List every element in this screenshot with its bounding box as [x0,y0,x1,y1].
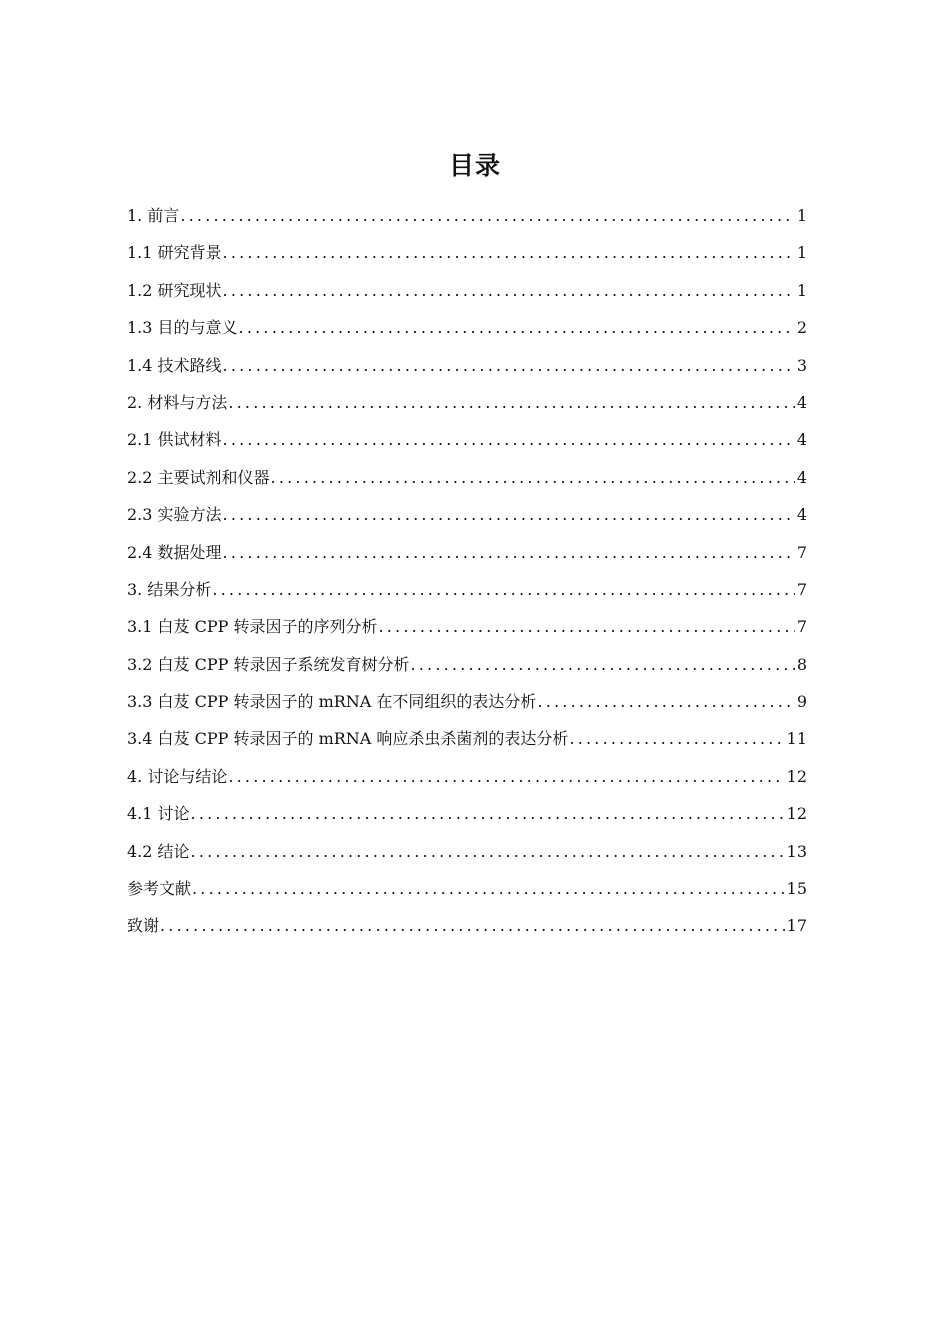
toc-dot-leader [222,534,795,571]
toc-entry-page: 4 [796,430,807,450]
toc-dot-leader [222,496,795,533]
toc-entry-label: 1.1 研究背景 [127,243,222,263]
toc-entry[interactable] [127,646,807,683]
toc-entry[interactable] [127,608,807,645]
toc-entry-label: 2.3 实验方法 [127,505,222,525]
toc-entry-label: 3.1 白芨 CPP 转录因子的序列分析 [127,617,378,637]
toc-entry-page: 4 [796,392,807,412]
toc-dot-leader [190,833,785,870]
toc-dot-leader [227,758,784,795]
toc-entry[interactable] [127,571,807,608]
toc-entry[interactable] [127,384,807,421]
toc-entry-label: 1.3 目的与意义 [127,318,238,338]
toc-entry-label: 4.1 讨论 [127,804,190,824]
toc-dot-leader [270,459,795,496]
toc-entry-page: 12 [786,766,807,786]
toc-entry-label: 3.4 白芨 CPP 转录因子的 mRNA 响应杀虫杀菌剂的表达分析 [127,729,569,749]
toc-dot-leader [238,309,795,346]
toc-entry[interactable] [127,720,807,757]
toc-entry-page: 4 [796,467,807,487]
toc-dot-leader [227,384,794,421]
toc-entry-label: 2.4 数据处理 [127,542,222,562]
toc-entry[interactable] [127,234,807,271]
toc-entry-label: 1.4 技术路线 [127,355,222,375]
toc-entry[interactable] [127,833,807,870]
toc-entry-page: 2 [796,318,807,338]
toc-entry-label: 3.2 白芨 CPP 转录因子系统发育树分析 [127,654,410,674]
toc-entry-page: 1 [796,243,807,263]
toc-entry-page: 8 [796,654,807,674]
toc-entry-page: 7 [796,617,807,637]
toc-title: 目录 [448,151,501,180]
toc-entry-label: 2.1 供试材料 [127,430,222,450]
toc-entry[interactable] [127,309,807,346]
toc-dot-leader [222,234,795,271]
toc-entry[interactable] [127,197,807,234]
toc-dot-leader [191,870,785,907]
toc-dot-leader [190,795,785,832]
toc-entry-page: 12 [786,804,807,824]
toc-entry[interactable] [127,534,807,571]
toc-entry[interactable] [127,907,807,944]
toc-entry-label: 1.2 研究现状 [127,280,222,300]
toc-list [127,197,807,945]
toc-dot-leader [159,907,785,944]
toc-entry-label: 致谢 [127,916,160,936]
toc-entry[interactable] [127,870,807,907]
toc-dot-leader [568,720,784,757]
toc-entry-page: 7 [796,579,807,599]
toc-entry-page: 15 [786,879,807,899]
toc-entry-page: 17 [786,916,807,936]
toc-entry-page: 1 [796,206,807,225]
toc-dot-leader [536,683,794,720]
toc-dot-leader [409,646,794,683]
toc-entry[interactable] [127,272,807,309]
toc-entry-label: 2.2 主要试剂和仪器 [127,467,270,487]
toc-entry[interactable] [127,496,807,533]
toc-dot-leader [211,571,794,608]
toc-entry-label: 4. 讨论与结论 [127,766,228,786]
toc-entry-page: 7 [796,542,807,562]
toc-entry-label: 1. 前言 [127,206,180,225]
toc-entry-label: 3. 结果分析 [127,579,212,599]
toc-dot-leader [222,347,795,384]
toc-entry-label: 2. 材料与方法 [127,392,228,412]
toc-entry[interactable] [127,758,807,795]
toc-entry-label: 4.2 结论 [127,841,190,861]
toc-entry[interactable] [127,683,807,720]
toc-dot-leader [179,197,794,234]
toc-entry-label: 3.3 白芨 CPP 转录因子的 mRNA 在不同组织的表达分析 [127,692,537,712]
toc-dot-leader [222,421,795,458]
toc-entry[interactable] [127,795,807,832]
toc-dot-leader [222,272,795,309]
toc-dot-leader [377,608,794,645]
toc-entry[interactable] [127,347,807,384]
toc-entry-page: 13 [786,841,807,861]
toc-entry-page: 11 [786,729,807,749]
toc-entry-page: 3 [796,355,807,375]
toc-entry[interactable] [127,421,807,458]
toc-entry-page: 1 [796,280,807,300]
toc-entry-page: 4 [796,505,807,525]
toc-entry-page: 9 [796,692,807,712]
toc-entry-label: 参考文献 [127,879,192,899]
toc-entry[interactable] [127,459,807,496]
